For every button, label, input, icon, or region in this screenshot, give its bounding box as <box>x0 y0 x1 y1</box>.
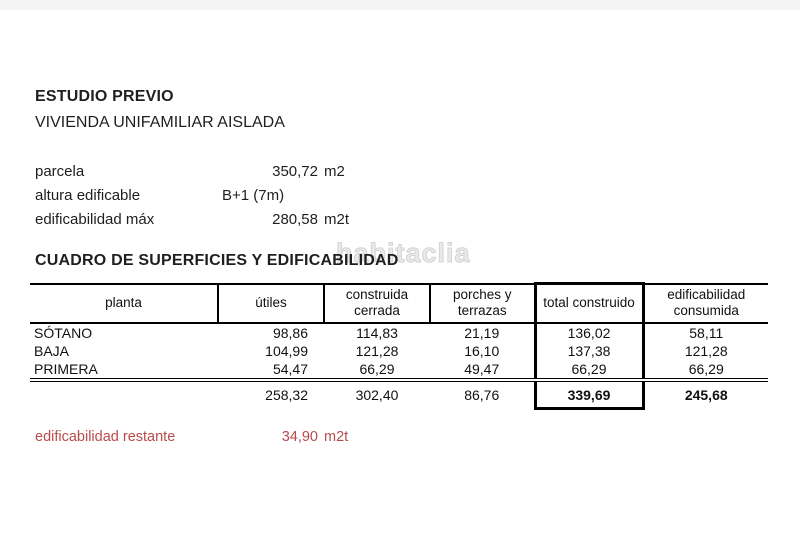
cell-planta: BAJA <box>34 343 70 359</box>
parcela-label: parcela <box>35 163 85 180</box>
cell-utiles: 104,99 <box>265 343 308 359</box>
edificabilidad-restante-label: edificabilidad restante <box>35 429 176 445</box>
edificabilidad-restante-value: 34,90 <box>281 429 318 445</box>
header-utiles: útiles <box>218 284 324 324</box>
cell-construida-cerrada: 114,83 <box>356 325 398 341</box>
surfaces-table <box>30 282 768 410</box>
totals-total-construido: 339,69 <box>535 380 643 409</box>
param-row-edificabilidad-max <box>35 208 455 232</box>
edificabilidad-max-unit: m2t <box>324 211 350 228</box>
document-subtitle: VIVIENDA UNIFAMILIAR AISLADA <box>35 114 285 131</box>
cell-porches-terrazas: 16,10 <box>464 343 500 359</box>
cell-edificabilidad-consumida: 58,11 <box>689 325 724 341</box>
header-construida-cerrada: construida cerrada <box>324 284 430 324</box>
header-porches-terrazas: porches y terrazas <box>430 284 535 324</box>
table-row-sotano <box>30 323 768 342</box>
cell-planta: SÓTANO <box>34 325 93 341</box>
table-header-row <box>30 284 768 324</box>
totals-edificabilidad-consumida: 245,68 <box>643 380 768 409</box>
param-row-parcela <box>35 160 455 184</box>
edificabilidad-restante-row <box>35 426 455 448</box>
altura-value: B+1 (7m) <box>222 187 285 204</box>
header-planta: planta <box>30 284 218 324</box>
parcela-value: 350,72 <box>272 163 318 180</box>
cell-construida-cerrada: 121,28 <box>355 343 399 359</box>
edificabilidad-max-label: edificabilidad máx <box>35 211 155 228</box>
parameters-block <box>35 160 455 232</box>
cell-planta: PRIMERA <box>34 361 98 377</box>
edificabilidad-max-value: 280,58 <box>272 211 318 228</box>
table-totals-row <box>30 380 768 409</box>
habitaclia-watermark: habitaclia <box>336 238 471 268</box>
altura-unit <box>318 184 378 208</box>
cell-total-construido: 137,38 <box>535 342 643 360</box>
cell-utiles: 98,86 <box>272 325 308 341</box>
totals-utiles: 258,32 <box>218 380 324 409</box>
totals-construida-cerrada: 302,40 <box>324 380 430 409</box>
param-row-altura <box>35 184 455 208</box>
cell-porches-terrazas: 21,19 <box>464 325 500 341</box>
cell-total-construido: 66,29 <box>535 360 643 380</box>
cell-utiles: 54,47 <box>272 361 308 377</box>
altura-label: altura edificable <box>35 187 141 204</box>
cell-porches-terrazas: 49,47 <box>464 361 500 377</box>
totals-planta <box>30 380 218 409</box>
document-title: ESTUDIO PREVIO <box>35 88 174 105</box>
header-total-construido: total construido <box>535 284 643 324</box>
table-row-baja <box>30 342 768 360</box>
top-strip <box>0 0 800 10</box>
header-edificabilidad-consumida: edificabilidad consumida <box>643 284 768 324</box>
edificabilidad-restante-unit: m2t <box>324 429 349 445</box>
totals-porches-terrazas: 86,76 <box>430 380 535 409</box>
cell-edificabilidad-consumida: 66,29 <box>688 361 724 377</box>
table-row-primera <box>30 360 768 380</box>
parcela-unit: m2 <box>324 163 345 180</box>
cell-construida-cerrada: 66,29 <box>359 361 395 377</box>
cell-edificabilidad-consumida: 121,28 <box>684 343 728 359</box>
cell-total-construido: 136,02 <box>535 323 643 342</box>
section-title: CUADRO DE SUPERFICIES Y EDIFICABILIDAD <box>35 252 399 269</box>
